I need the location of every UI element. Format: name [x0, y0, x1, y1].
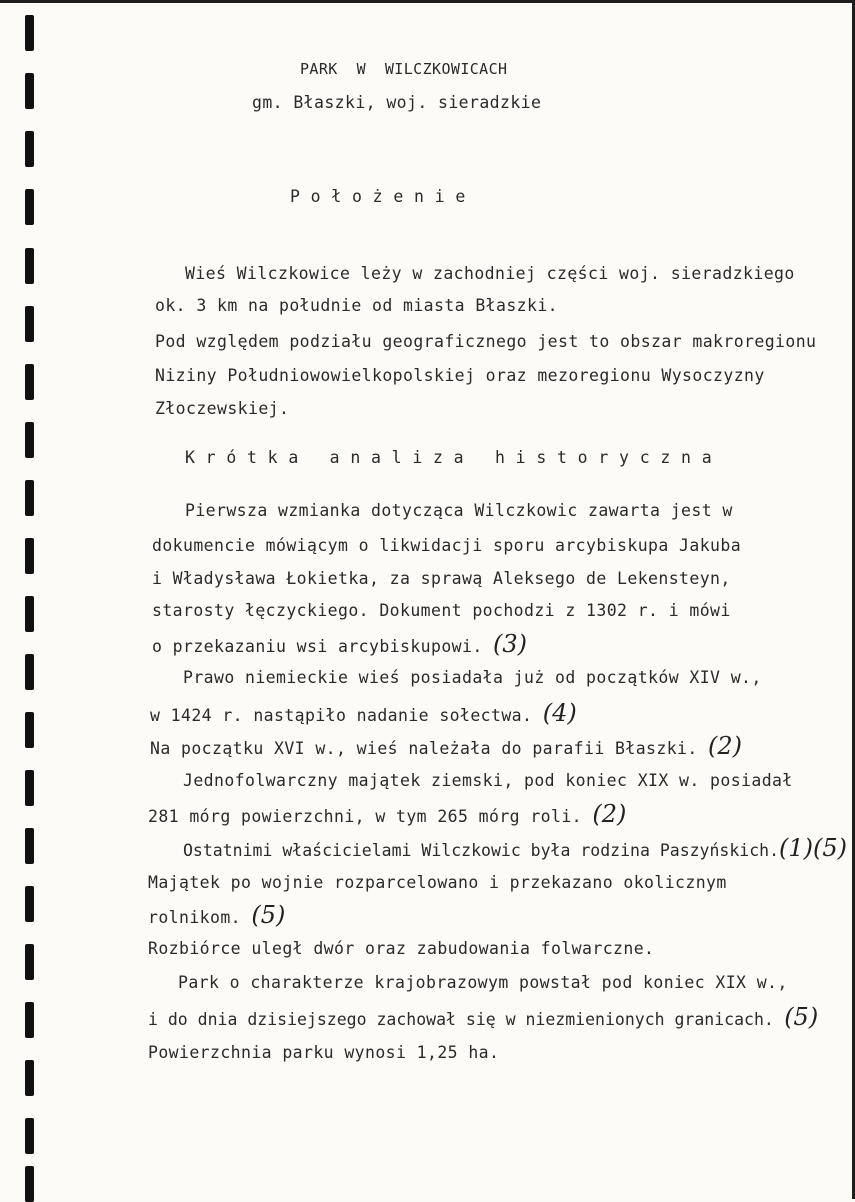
text-line: Złoczewskiej.	[155, 399, 290, 418]
binding-hole	[25, 248, 34, 284]
text-line: i Władysława Łokietka, za sprawą Aleksego de Lekensteyn,	[152, 569, 731, 588]
binding-hole	[25, 189, 34, 225]
line-text: w 1424 r. nastąpiło nadanie sołectwa.	[150, 706, 533, 725]
footnote-ref: (4)	[542, 699, 577, 727]
binding-hole	[25, 828, 34, 864]
binding-hole	[25, 306, 34, 342]
binding-hole	[25, 73, 34, 109]
text-line: Wieś Wilczkowice leży w zachodniej części woj. sieradzkiego	[185, 264, 795, 283]
binding-hole	[25, 1060, 34, 1096]
binding-hole	[25, 538, 34, 574]
binding-hole	[25, 1118, 34, 1154]
binding-hole	[25, 712, 34, 748]
text-line: Prawo niemieckie wieś posiadała już od początków XIV w.,	[183, 668, 762, 687]
line-text: Na początku XVI w., wieś należała do parafii Błaszki.	[150, 739, 698, 758]
text-line: ok. 3 km na południe od miasta Błaszki.	[155, 296, 559, 315]
text-line: Pod względem podziału geograficznego jest to obszar makroregionu	[155, 332, 817, 351]
text-line	[183, 834, 848, 862]
binding-hole	[25, 1002, 34, 1038]
binding-hole	[25, 944, 34, 980]
line-text: Ostatnimi właścicielami Wilczkowic była rodzina Paszyńskich.	[183, 841, 780, 860]
text-line: Majątek po wojnie rozparcelowano i przekazano okolicznym	[148, 873, 727, 892]
binding-hole	[25, 596, 34, 632]
text-line: starosty łęczyckiego. Dokument pochodzi z 1302 r. i mówi	[152, 601, 731, 620]
text-line	[148, 800, 627, 828]
footnote-ref: (3)	[493, 630, 528, 658]
text-line	[148, 901, 286, 929]
text-line: Jednofolwarczny majątek ziemski, pod koniec XIX w. posiadał	[183, 771, 793, 790]
binding-hole	[25, 480, 34, 516]
binding-hole	[25, 886, 34, 922]
text-line	[152, 630, 528, 658]
text-line: dokumencie mówiącym o likwidacji sporu arcybiskupa Jakuba	[152, 536, 742, 555]
footnote-ref: (1)(5)	[779, 834, 848, 862]
binding-holes	[0, 3, 40, 1202]
line-text: i do dnia dzisiejszego zachował się w niezmienionych granicach.	[148, 1010, 774, 1029]
text-line: Powierzchnia parku wynosi 1,25 ha.	[148, 1043, 500, 1062]
footnote-ref: (2)	[708, 732, 743, 760]
footnote-ref: (5)	[784, 1003, 819, 1031]
text-line	[148, 1003, 819, 1031]
line-text: 281 mórg powierzchni, w tym 265 mórg roli.	[148, 807, 583, 826]
text-line: Park o charakterze krajobrazowym powstał pod koniec XIX w.,	[178, 973, 788, 992]
binding-hole	[25, 131, 34, 167]
binding-hole	[25, 654, 34, 690]
section-heading-location: P o ł o ż e n i e	[290, 187, 466, 206]
binding-hole	[25, 1166, 34, 1202]
footnote-ref: (2)	[592, 800, 627, 828]
text-line: Rozbiórce uległ dwór oraz zabudowania folwarczne.	[148, 939, 655, 958]
document-title: PARK W WILCZKOWICACH	[300, 60, 508, 78]
section-heading-history: K r ó t k a a n a l i z a h i s t o r y c z n a	[185, 448, 713, 467]
binding-hole	[25, 364, 34, 400]
text-line: Niziny Południowowielkopolskiej oraz mezoregionu Wysoczyzny	[155, 366, 765, 385]
line-text: rolnikom.	[148, 908, 242, 927]
footnote-ref: (5)	[251, 901, 286, 929]
line-text: o przekazaniu wsi arcybiskupowi.	[152, 637, 483, 656]
document-subtitle: gm. Błaszki, woj. sieradzkie	[252, 93, 542, 112]
text-line	[150, 732, 743, 760]
binding-hole	[25, 422, 34, 458]
binding-hole	[25, 770, 34, 806]
binding-hole	[25, 15, 34, 51]
text-line: Pierwsza wzmianka dotycząca Wilczkowic zawarta jest w	[185, 501, 733, 520]
text-line	[150, 699, 577, 727]
